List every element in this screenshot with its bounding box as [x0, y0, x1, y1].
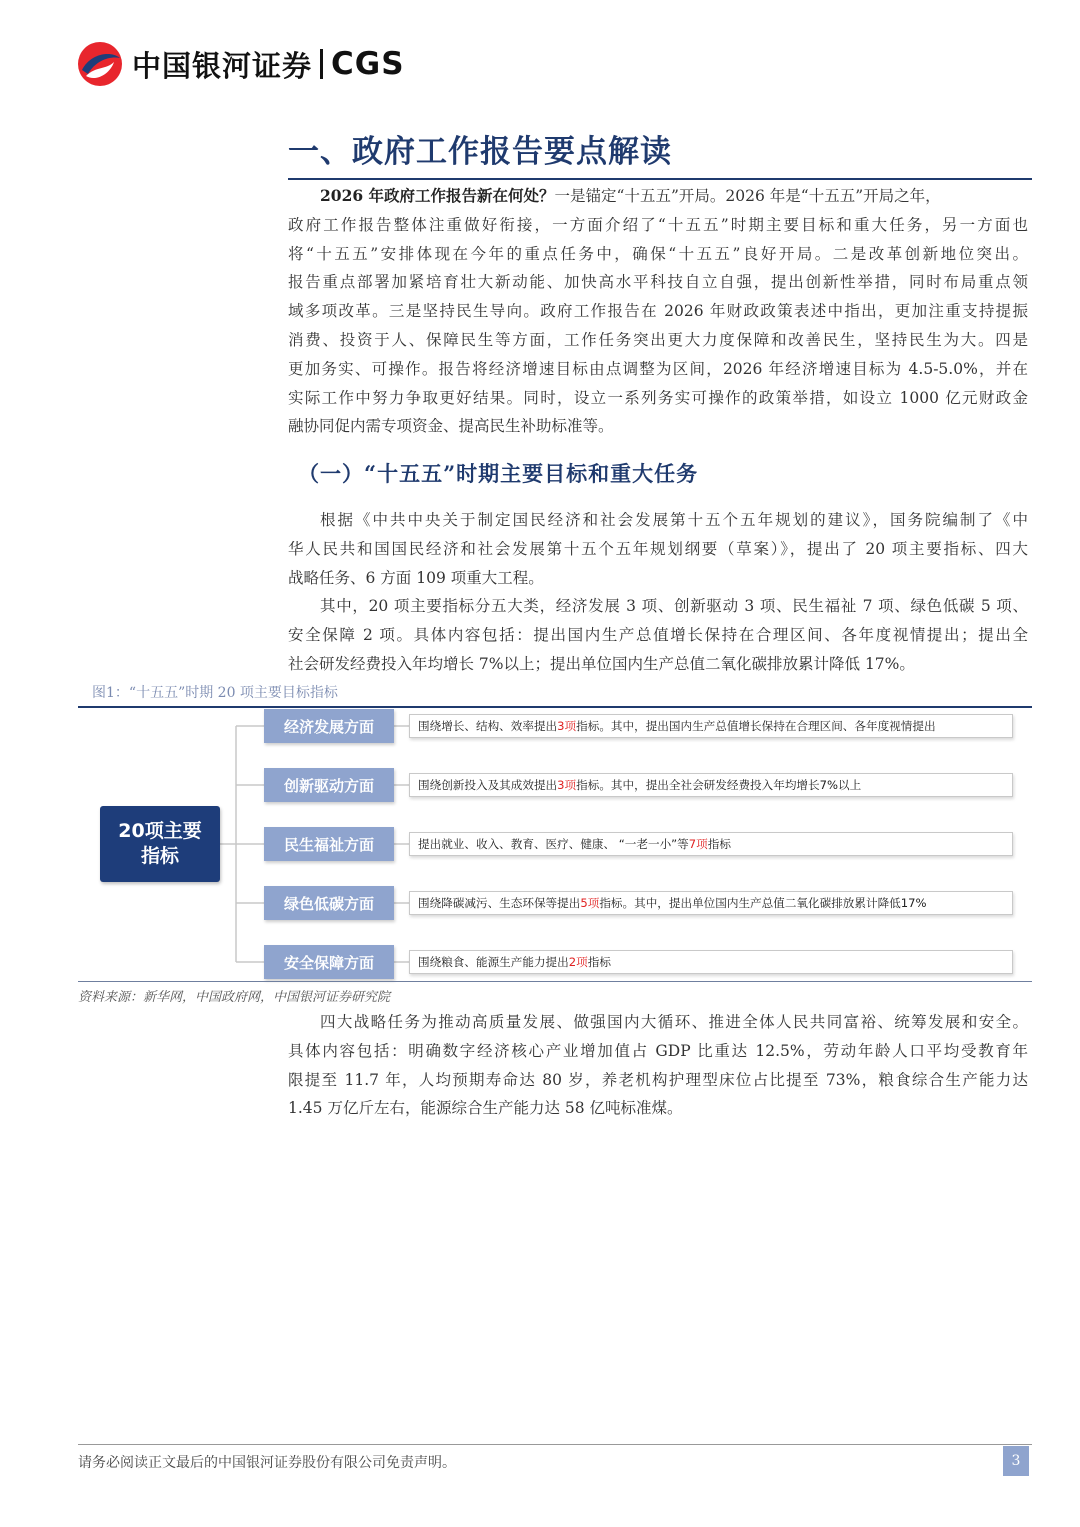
intro-lead: 2026 年政府工作报告新在何处？	[320, 186, 555, 205]
intro-line: 将“十五五”安排体现在今年的重点任务中，确保“十五五”良好开局。二是改革创新地位突出。	[288, 244, 1028, 263]
category-livelihood: 民生福祉方面	[264, 827, 394, 861]
figure-source: 资料来源：新华网，中国政府网，中国银河证券研究院	[78, 990, 391, 1005]
plan-line: 华人民共和国国民经济和社会发展第十五个五年规划纲要（草案）》，提出了 20 项主要指标、四大	[288, 539, 1028, 558]
category-economic: 经济发展方面	[264, 709, 394, 743]
brand-logo	[76, 40, 405, 88]
brand-separator	[320, 49, 323, 79]
category-security: 安全保障方面	[264, 945, 394, 979]
indicators-line: 其中，20 项主要指标分五大类，经济发展 3 项、创新驱动 3 项、民生福祉 7 项、绿色低碳 5 项、	[320, 597, 1028, 615]
intro-line: 2026 年政府工作报告新在何处？一是锚定“十五五”开局。2026 年是“十五五”开局之年，	[320, 186, 941, 205]
brand-name-cn: 中国银河证券	[132, 48, 313, 83]
indicators-line: 社会研发经费投入年均增长 7%以上；提出单位国内生产总值二氧化碳排放累计降低 17%。	[288, 654, 915, 673]
desc-livelihood: 提出就业、收入、教育、医疗、健康、 “一老一小”等 7项 指标	[409, 832, 1013, 856]
tasks-line: 四大战略任务为推动高质量发展、做强国内大循环、推进全体人民共同富裕、统筹发展和安全。	[320, 1013, 1028, 1031]
intro-line: 更加务实、可操作。报告将经济增速目标由点调整为区间，2026 年经济增速目标为 4.5-5.0%，并在	[288, 359, 1028, 378]
cgs-logo-icon	[76, 40, 124, 88]
indicators-line: 安全保障 2 项。具体内容包括：提出国内生产总值增长保持在合理区间、各年度视情提出；提出全	[288, 625, 1028, 644]
indicator-tree-diagram	[78, 708, 1032, 980]
brand-name-en: CGS	[331, 46, 405, 82]
footer-rule	[78, 1444, 1032, 1445]
intro-paragraph	[288, 182, 1028, 441]
footer-disclaimer: 请务必阅读正文最后的中国银河证券股份有限公司免责声明。	[78, 1455, 456, 1471]
tasks-line: 限提至 11.7 年，人均预期寿命达 80 岁，养老机构护理型床位占比提至 73%，粮食综合生产能力达	[288, 1070, 1028, 1089]
center-node: 20项主要 指标	[100, 806, 220, 882]
section-title-rule	[288, 178, 1032, 180]
intro-line: 消费、投资于人、保障民生等方面，工作任务突出更大力度保障和改善民生，坚持民生为大。四是	[288, 330, 1028, 349]
plan-line: 战略任务、6 方面 109 项重大工程。	[288, 568, 544, 587]
intro-line: 融协同促内需专项资金、提高民生补助标准等。	[288, 417, 614, 436]
category-innovation: 创新驱动方面	[264, 768, 394, 802]
tasks-line: 1.45 万亿斤左右，能源综合生产能力达 58 亿吨标准煤。	[288, 1099, 683, 1118]
plan-line: 根据《中共中央关于制定国民经济和社会发展第十五个五年规划的建议》，国务院编制了《中	[320, 511, 1028, 529]
desc-security: 围绕粮食、能源生产能力提出 2项 指标	[409, 950, 1013, 974]
desc-innovation: 围绕创新投入及其成效提出 3项 指标。其中，提出全社会研发经费投入年均增长7%以上	[409, 773, 1013, 797]
intro-line: 实际工作中努力争取更好结果。同时，设立一系列务实可操作的政策举措，如设立 1000 亿元财政金	[288, 388, 1028, 407]
intro-line: 政府工作报告整体注重做好衔接，一方面介绍了“十五五”时期主要目标和重大任务，另一方面也	[288, 215, 1028, 234]
figure-bottom-rule	[78, 981, 1032, 982]
desc-economic: 围绕增长、结构、效率提出 3项 指标。其中，提出国内生产总值增长保持在合理区间、各年度视情提出	[409, 714, 1013, 738]
tasks-paragraph	[288, 1008, 1028, 1123]
plan-paragraph	[288, 506, 1028, 592]
section-title: 一、政府工作报告要点解读	[288, 134, 672, 170]
intro-line: 域多项改革。三是坚持民生导向。政府工作报告在 2026 年财政政策表述中指出，更加注重支持提振	[288, 302, 1028, 321]
tasks-line: 具体内容包括：明确数字经济核心产业增加值占 GDP 比重达 12.5%，劳动年龄人口平均受教育年	[288, 1041, 1028, 1060]
category-green: 绿色低碳方面	[264, 886, 394, 920]
intro-line: 报告重点部署加紧培育壮大新动能、加快高水平科技自立自强，提出创新性举措，同时布局重点领	[288, 273, 1028, 292]
desc-green: 围绕降碳减污、生态环保等提出 5项 指标。其中，提出单位国内生产总值二氧化碳排放累计降低17%	[409, 891, 1013, 915]
subsection-title: （一）“十五五”时期主要目标和重大任务	[298, 461, 699, 486]
page-number: 3	[1003, 1446, 1029, 1476]
figure-caption: 图1：“十五五”时期 20 项主要目标指标	[92, 685, 338, 701]
indicators-paragraph	[288, 592, 1028, 678]
